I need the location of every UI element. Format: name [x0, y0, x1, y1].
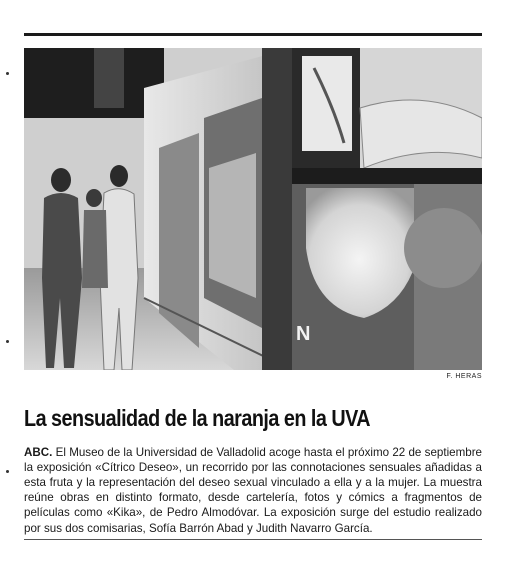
- photo-image: [24, 48, 482, 370]
- top-rule: [24, 33, 482, 36]
- article-text: El Museo de la Universidad de Valladolid acoge hasta el próximo 22 de septiembre la exposición «Cítrico Deseo», un recorrido por las connotaciones sensuales añadidas a esta fruta y la representación del deseo sexual vinculado a ella y a la mujer. La muestra reúne obras en distinto formato, desde cartelería, fotos y cómics a fragmentos de películas como «Kika», de Pedro Almodóvar. La exposición surge del estudio realizado por sus dos comisarias, Sofía Barrón Abad y Judith Navarro García.: [24, 445, 483, 535]
- article-body: [24, 445, 482, 536]
- article-source: ABC.: [24, 445, 53, 459]
- margin-mark: [6, 72, 9, 75]
- exhibition-photo: [24, 48, 482, 370]
- photo-credit: F. HERAS: [446, 373, 482, 380]
- artwork-letter: N: [296, 323, 311, 345]
- margin-mark: [6, 340, 9, 343]
- headline: La sensualidad de la naranja en la UVA: [24, 405, 371, 432]
- bottom-rule: [24, 539, 482, 540]
- margin-mark: [6, 470, 9, 473]
